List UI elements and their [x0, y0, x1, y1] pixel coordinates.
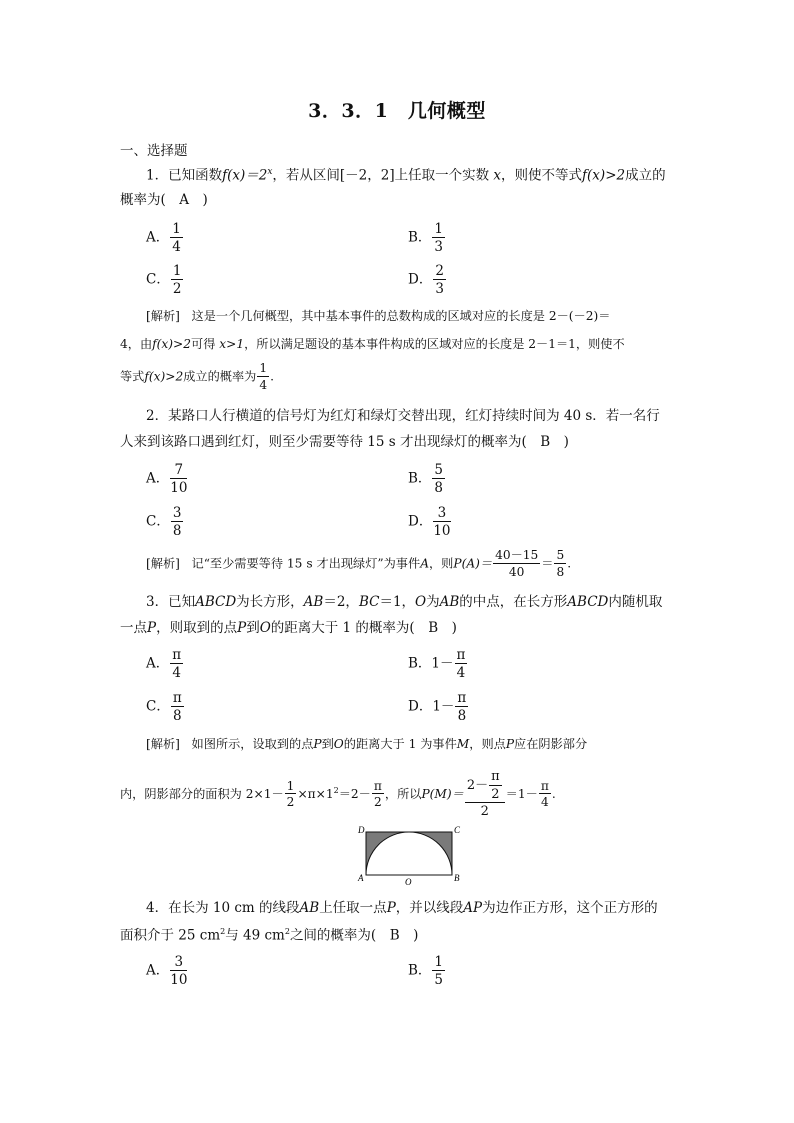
- q1-stem-line2: 概率为( A ): [120, 192, 208, 208]
- q1-stem-line1: 1．已知函数$f(x)=2^x$，若从区间[－2，2]上任取一个实数 x，则使不等式f(x)>2成立的: [146, 167, 666, 184]
- q4-stem-line2: 面积介于 25 $cm^2$与 49 $cm^2$之间的概率为( B ): [120, 927, 419, 944]
- q3-option-a[interactable]: A． $\frac{\pi}{4}$: [146, 647, 182, 682]
- q3-figure-label-d: D: [358, 825, 365, 835]
- q1-explanation-line3: 等式f(x)>2成立的概率为 $\frac{1}{4}$ .: [120, 361, 275, 392]
- q3-explanation-line2: 内，阴影部分的面积为 2×1－ $\frac{1}{2}$ $\times\pi\times 1^2=2-$ $\frac{\pi}{2}$ ，所以P(M)＝ 2－ $\frac{\pi}{2}$ 2 ＝1－ $\frac{\pi}{4}$ .: [120, 769, 556, 820]
- q2-option-c[interactable]: C． $\frac{3}{8}$: [146, 505, 182, 540]
- q1-explanation-line1: [解析] 这是一个几何概型，其中基本事件的总数构成的区域对应的长度是 2－(－2)＝: [146, 309, 611, 323]
- q3-stem-line2: 一点P，则取到的点P到O的距离大于 1 的概率为( B ): [120, 620, 457, 636]
- q4-option-b[interactable]: B． $\frac{1}{5}$: [408, 954, 444, 989]
- q2-explanation: [解析] 记“至少需要等待 15 s 才出现绿灯”为事件A，则P(A)＝ $\frac{40-15}{40}$ ＝ $\frac{5}{8}$ .: [146, 548, 572, 579]
- q3-figure-label-b: B: [454, 873, 460, 883]
- q1-option-d[interactable]: D． $\frac{2}{3}$: [408, 263, 444, 298]
- q2-stem-line2: 人来到该路口遇到红灯，则至少需要等待 15 s 才出现绿灯的概率为( B ): [120, 434, 569, 450]
- q2-stem-line1: 2．某路口人行横道的信号灯为红灯和绿灯交替出现，红灯持续时间为 40 s．若一名行: [146, 408, 660, 424]
- q1-option-a[interactable]: A． $\frac{1}{4}$: [146, 221, 181, 256]
- q3-figure-label-a: A: [358, 873, 364, 883]
- q3-option-c[interactable]: C． $\frac{\pi}{8}$: [146, 690, 182, 725]
- q2-option-a[interactable]: A． $\frac{7}{10}$: [146, 462, 188, 497]
- q1-option-b[interactable]: B． $\frac{1}{3}$: [408, 221, 444, 256]
- q4-option-a[interactable]: A． $\frac{3}{10}$: [146, 954, 188, 989]
- q1-option-c[interactable]: C． $\frac{1}{2}$: [146, 263, 182, 298]
- q2-option-b[interactable]: B． $\frac{5}{8}$: [408, 462, 444, 497]
- q3-figure-rectangle-semicircle: [352, 822, 464, 886]
- q3-figure-label-c: C: [454, 825, 461, 835]
- q3-figure-label-o: O: [405, 877, 412, 886]
- section-heading: 一、选择题: [120, 143, 188, 159]
- q3-explanation-line1: [解析] 如图所示，设取到的点P到O的距离大于 1 为事件M，则点P应在阴影部分: [146, 737, 588, 751]
- q3-option-b[interactable]: B．1－ $\frac{\pi}{4}$: [408, 647, 466, 682]
- q2-option-d[interactable]: D． $\frac{3}{10}$: [408, 505, 451, 540]
- q1-explanation-line2: 4，由f(x)>2可得 x>1，所以满足题设的基本事件构成的区域对应的长度是 2－1＝1，则使不: [120, 337, 625, 351]
- page-title: 3．3．1 几何概型: [308, 100, 486, 122]
- q3-stem-line1: 3．已知ABCD为长方形，AB＝2，BC＝1，O为AB的中点，在长方形ABCD内随机取: [146, 594, 663, 610]
- q4-stem-line1: 4．在长为 10 cm 的线段AB上任取一点P，并以线段AP为边作正方形，这个正方形的: [146, 900, 658, 916]
- q3-option-d[interactable]: D．1－ $\frac{\pi}{8}$: [408, 690, 467, 725]
